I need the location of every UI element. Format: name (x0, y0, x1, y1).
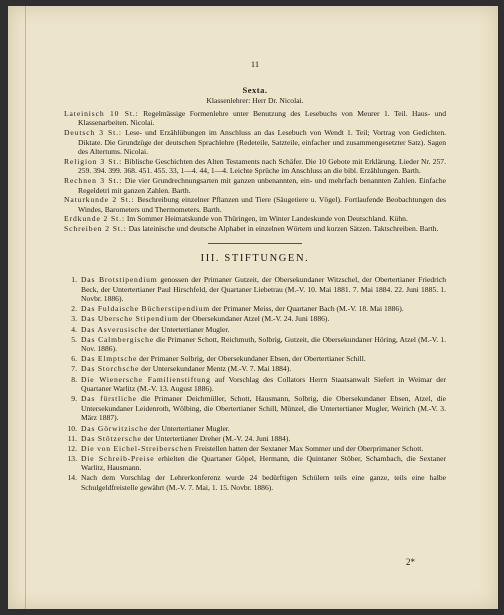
foundation-item (64, 454, 446, 473)
page-content (64, 60, 446, 493)
item-lead: Das fürstliche (81, 394, 137, 404)
foundation-item (64, 424, 446, 434)
subject-text: Lese- und Erzählübungen im Anschluss an das Lesebuch von Wendt 1. Teil; Vortrag von Gedichten. Diktate. Die Grundzüge der deutschen Sprachlehre (Redeteile, Satzteile, einfacher und zusammengesetzter Satz). Sagen des Altertums. Nicolai. (78, 127, 447, 157)
item-number: 8. (71, 374, 77, 384)
subject-entry (64, 128, 446, 157)
item-text: genossen der Primaner Gutzeit, der Obersekundaner Witzschel, der Obertertianer Friedrich Beck, der Untertertianer Paul Hirschfeld, der Quartaner Liebetrau (M.-V. 10. Mai 1881. 7. Mai 1884. 22. Juni 1885. 1. Novbr. 1886). (81, 275, 446, 304)
item-number: 9. (71, 394, 77, 404)
item-number: 6. (71, 354, 77, 364)
foundation-item (64, 314, 446, 324)
subject-entry (64, 214, 446, 224)
item-lead: Das Ubersche Stipendium (81, 314, 179, 324)
foundation-item (64, 304, 446, 314)
item-lead: Das Brotstipendium (81, 275, 158, 285)
subject-text: Regelmässige Formenlehre unter Benutzung des Lesebuchs von Meurer 1. Teil. Haus- und Klassenarbeiten. Nicolai. (78, 108, 446, 128)
subject-text: Das lateinische und deutsche Alphabet in einzelnen Wörtern und kurzen Sätzen. Taktschreiben. Barth. (128, 223, 439, 233)
item-text: der Primaner Meiss, der Quartaner Bach (M.-V. 18. Mai 1886). (211, 304, 404, 314)
item-number: 7. (71, 364, 77, 374)
item-text: Freistellen hatten der Sextaner Max Sommer und der Oberprimaner Schott. (194, 443, 424, 453)
foundation-item (64, 394, 446, 423)
item-number: 10. (67, 423, 77, 433)
subject-name: Religion 3 St.: (64, 156, 123, 166)
item-text: die Primaner Schott, Reichmuth, Solbrig, Gutzeit, die Obersekundaner Höring, Atzel (M.-V. 1. Nov. 1886). (81, 334, 447, 354)
section-title: III. STIFTUNGEN. (200, 252, 310, 264)
foundation-item (64, 375, 446, 394)
subject-text: Im Sommer Heimatskunde von Thüringen, im Winter Landeskunde von Deutschland. Kühn. (126, 214, 408, 224)
subject-entry (64, 157, 446, 176)
foundation-item (64, 335, 446, 354)
class-teacher: Klassenlehrer: Herr Dr. Nicolai. (206, 96, 304, 106)
page-number: 11 (250, 59, 260, 69)
subject-text: Biblische Geschichten des Alten Testaments nach Schäfer. Die 10 Gebote mit Erklärung. Lieder Nr. 257. 259. 394. 399. 368. 451. 455. 33, 1—4. 44, 1—4. Leichte Sprüche im Anschluss an die bibl. Erzählungen. Barth. (78, 156, 446, 176)
foundation-item (64, 354, 446, 364)
subject-name: Erdkunde 2 St.: (64, 214, 125, 224)
section-divider (208, 243, 302, 244)
item-text: der Primaner Solbrig, der Obersekundaner Ebsen, der Obertertianer Schill. (139, 354, 366, 364)
item-number: 2. (71, 304, 77, 314)
item-number: 11. (67, 433, 77, 443)
item-lead: Das Elmptsche (81, 354, 138, 364)
item-text: die Primaner Deichmüller, Schott, Hausmann, Solbrig, die Obersekundaner Ebsen, Atzel, die Untersekundaner Leidenroth, Wölbing, die Obertertianer Schill, Münzel, die Untertertianer Mugler, Weirich (M.-V. 3. März 1887). (81, 394, 446, 423)
foundation-item (64, 275, 446, 304)
item-lead: Die Schreib-Preise (81, 453, 155, 463)
subject-entry (64, 195, 446, 214)
foundation-item (64, 325, 446, 335)
item-lead: Das Fuldaische Bücherstipendium (81, 304, 210, 314)
item-text: der Untertertianer Mugler. (149, 324, 230, 334)
item-text: der Untersekundaner Mentz (M.-V. 7. Mai 1884). (141, 364, 292, 374)
class-title: Sexta. (242, 84, 268, 95)
item-text: der Untertertianer Dreher (M.-V. 24. Juni 1884). (143, 433, 291, 443)
item-number: 13. (67, 453, 77, 463)
item-number: 5. (71, 334, 77, 344)
subject-entry (64, 224, 446, 234)
subject-entry (64, 109, 446, 128)
subject-name: Lateinisch 10 St.: (64, 108, 139, 118)
item-number: 14. (67, 473, 77, 483)
item-text: auf Vorschlag des Collators Herrn Staatsanwalt Siefert in Weimar der Quartaner Warlitz (M.-V. 13. August 1886). (81, 374, 446, 394)
subject-name: Schreiben 2 St.: (64, 223, 127, 233)
item-text: der Obersekundaner Atzel (M.-V. 24. Juni 1886). (180, 314, 330, 324)
document-page (8, 6, 498, 609)
binding-margin-line (25, 6, 26, 609)
foundation-item (64, 434, 446, 444)
item-text: Nach dem Vorschlag der Lehrerkonferenz wurde 24 bedürftigen Schülern teils eine ganze, teils eine halbe Schulgeldfreistelle gewährt (M.-V. 7. Mai, 1. 15. Novbr. 1886). (81, 473, 446, 493)
item-text: der Untertertianer Mugler. (149, 423, 230, 433)
foundation-item (64, 364, 446, 374)
subject-entry (64, 176, 446, 195)
item-lead: Das Calmbergische (81, 334, 154, 344)
subject-name: Rechnen 3 St.: (64, 175, 123, 185)
item-lead: Das Storchsche (81, 364, 140, 374)
item-lead: Die von Eichel-Streiberschen (81, 443, 193, 453)
item-lead: Das Görwitzische (81, 423, 148, 433)
foundation-item (64, 444, 446, 454)
subject-text: Die vier Grundrechnungsarten mit ganzen unbenannten, ein- und mehrfach benannten Zahlen. Einfache Regeldetri mit ganzen Zahlen. Barth. (78, 175, 446, 195)
item-number: 3. (71, 314, 77, 324)
foundation-item (64, 473, 446, 492)
foundation-list (64, 275, 446, 493)
subject-list (64, 109, 446, 234)
item-number: 12. (67, 443, 77, 453)
signature-mark: 2* (406, 557, 415, 567)
item-number: 4. (71, 324, 77, 334)
subject-name: Naturkunde 2 St.: (64, 195, 135, 205)
item-number: 1. (71, 275, 77, 285)
item-lead: Die Wienersche Familienstiftung (81, 374, 211, 384)
item-lead: Das Stötzersche (81, 433, 142, 443)
subject-name: Deutsch 3 St.: (64, 127, 122, 137)
subject-text: Beschreibung einzelner Pflanzen und Tiere (Säugetiere u. Vögel). Fortlaufende Beobachtungen des Windes, Barometers und Thermometers. Barth. (78, 195, 446, 214)
item-lead: Das Asverusische (81, 324, 148, 334)
item-text: erhielten die Quartaner Göpel, Hermann, die Quintaner Stöber, Schambach, die Sextaner Warlitz, Hausmann. (81, 453, 446, 473)
